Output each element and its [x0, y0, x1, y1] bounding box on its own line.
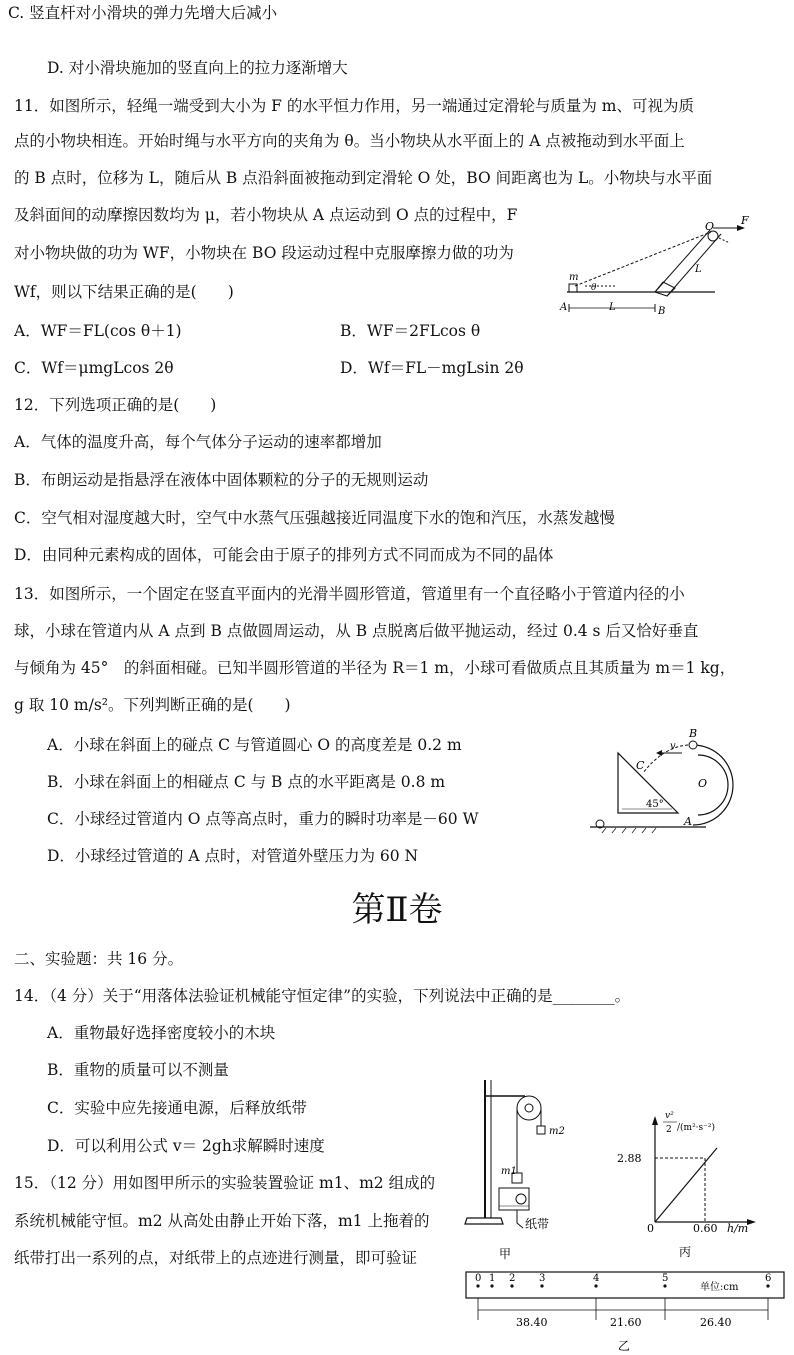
- tape-dist-3: 26.40: [700, 1316, 732, 1329]
- text-line-l13: 12．下列选项正确的是( ): [14, 396, 217, 414]
- text-line-l6: 及斜面间的动摩擦因数均为 μ，若小物块从 A 点运动到 O 点的过程中，F: [14, 206, 518, 224]
- text-line-l28: A．重物最好选择密度较小的木块: [47, 1024, 276, 1042]
- text-line-l31: D．可以利用公式 v＝ 2gh求解瞬时速度: [47, 1137, 325, 1155]
- text-line-l22: A．小球在斜面上的碰点 C 与管道圆心 O 的高度差是 0.2 m: [47, 736, 462, 754]
- text-line-l1: C. 竖直杆对小滑块的弹力先增大后减小: [8, 4, 278, 22]
- tape-unit: 单位:cm: [700, 1282, 739, 1293]
- text-line-l14: A．气体的温度升高，每个气体分子运动的速率都增加: [14, 433, 382, 451]
- figure-q11: [555, 210, 765, 320]
- label-a: A: [560, 302, 568, 313]
- text-line-l15: B．布朗运动是指悬浮在液体中固体颗粒的分子的无规则运动: [14, 471, 429, 489]
- tape-point-4: 4: [593, 1273, 600, 1284]
- text-line-l5: 的 B 点时，位移为 L，随后从 B 点沿斜面被拖动到定滑轮 O 处，BO 间距离也为 L。小物块与水平面: [14, 169, 713, 187]
- ylabel-top: v²: [665, 1111, 674, 1121]
- y-value: 2.88: [617, 1152, 642, 1165]
- text-line-l12: D．Wf＝FL－mgLsin 2θ: [340, 359, 524, 377]
- figure-jia: [455, 1078, 585, 1273]
- label-a: A: [684, 815, 692, 828]
- caption-jia: 甲: [499, 1247, 512, 1261]
- label-o: O: [705, 220, 715, 233]
- tape-point-0: 0: [475, 1273, 482, 1284]
- text-line-l20: 与倾角为 45° 的斜面相碰。已知半圆形管道的半径为 R＝1 m，小球可看做质点且其质量为 m＝1 kg，: [14, 659, 736, 677]
- origin-label: 0: [647, 1222, 654, 1235]
- text-line-l25: D．小球经过管道的 A 点时，对管道外壁压力为 60 N: [47, 847, 419, 865]
- text-line-l9: A．WF＝FL(cos θ＋1): [14, 322, 182, 340]
- text-line-l19: 球，小球在管道内从 A 点到 B 点做圆周运动，从 B 点脱离后做平抛运动，经过 0.4 s 后又恰好垂直: [14, 622, 699, 640]
- caption-yi: 乙: [618, 1339, 631, 1353]
- label-tape: 纸带: [525, 1217, 550, 1231]
- label-v: v: [670, 741, 676, 752]
- text-line-l24: C．小球经过管道内 O 点等高点时，重力的瞬时功率是－60 W: [47, 810, 479, 828]
- text-line-l8: Wf，则以下结果正确的是( ): [14, 283, 234, 301]
- tape-dist-2: 21.60: [610, 1316, 642, 1329]
- text-line-l7: 对小物块做的功为 WF，小物块在 BO 段运动过程中克服摩擦力做的功为: [14, 244, 514, 262]
- label-f: F: [741, 214, 749, 227]
- label-angle: 45°: [646, 799, 664, 810]
- tape-point-2: 2: [509, 1273, 516, 1284]
- label-c: C: [636, 759, 645, 772]
- text-line-l18: 13．如图所示，一个固定在竖直平面内的光滑半圆形管道，管道里有一个直径略小于管道内径的小: [14, 585, 685, 603]
- tape-dist-1: 38.40: [516, 1316, 548, 1329]
- figure-yi: [460, 1268, 790, 1353]
- xlabel: h/m: [727, 1222, 749, 1235]
- text-line-l10: B．WF＝2FLcos θ: [340, 322, 481, 340]
- text-line-l26: 二、实验题：共 16 分。: [14, 950, 184, 968]
- text-line-l11: C．Wf＝μmgLcos 2θ: [14, 359, 174, 377]
- label-o: O: [698, 777, 708, 790]
- figure-q13: [588, 725, 778, 840]
- text-line-l34: 纸带打出一系列的点，对纸带上的点迹进行测量，即可验证: [14, 1249, 418, 1267]
- label-m2: m2: [549, 1126, 565, 1137]
- text-line-l23: B．小球在斜面上的相碰点 C 与 B 点的水平距离是 0.8 m: [47, 773, 446, 791]
- ylabel-two: 2: [666, 1125, 672, 1135]
- figure-bing: [605, 1110, 765, 1260]
- x-value: 0.60: [693, 1222, 718, 1235]
- text-line-l4: 点的小物块相连。开始时绳与水平方向的夹角为 θ。当小物块从水平面上的 A 点被拖动到水平面上: [14, 132, 685, 150]
- caption-bing: 丙: [679, 1245, 692, 1259]
- text-line-l33: 系统机械能守恒。m2 从高处由静止开始下落，m1 上拖着的: [14, 1212, 430, 1230]
- text-line-l29: B．重物的质量可以不测量: [47, 1061, 229, 1079]
- text-line-l3: 11．如图所示，轻绳一端受到大小为 F 的水平恒力作用，另一端通过定滑轮与质量为 m、可视为质: [14, 97, 694, 115]
- text-line-l16: C．空气相对湿度越大时，空气中水蒸气压强越接近同温度下水的饱和汽压，水蒸发越慢: [14, 509, 615, 527]
- tape-point-3: 3: [539, 1273, 546, 1284]
- text-line-l30: C．实验中应先接通电源，后释放纸带: [47, 1099, 307, 1117]
- label-l-slope: L: [695, 264, 702, 275]
- text-line-l32: 15．（12 分）用如图甲所示的实验装置验证 m1、m2 组成的: [14, 1174, 436, 1192]
- text-line-l27: 14．（4 分）关于“用落体法验证机械能守恒定律”的实验，下列说法中正确的是________。: [14, 987, 631, 1005]
- text-line-l2: D. 对小滑块施加的竖直向上的拉力逐渐增大: [47, 59, 348, 77]
- label-b: B: [689, 727, 698, 740]
- label-l-ground: L: [609, 302, 616, 313]
- tape-point-5: 5: [662, 1273, 669, 1284]
- tape-point-6: 6: [765, 1273, 772, 1284]
- label-b: B: [658, 306, 666, 317]
- section-title: 第Ⅱ卷: [351, 890, 443, 930]
- tape-point-1: 1: [489, 1273, 496, 1284]
- text-line-l21: g 取 10 m/s²。下列判断正确的是( ): [14, 696, 291, 714]
- label-m1: m1: [501, 1166, 517, 1177]
- ylabel-unit: /(m²·s⁻²): [677, 1123, 716, 1133]
- text-line-l17: D．由同种元素构成的固体，可能会由于原子的排列方式不同而成为不同的晶体: [14, 546, 554, 564]
- label-m: m: [569, 272, 579, 283]
- label-theta: θ: [591, 283, 597, 293]
